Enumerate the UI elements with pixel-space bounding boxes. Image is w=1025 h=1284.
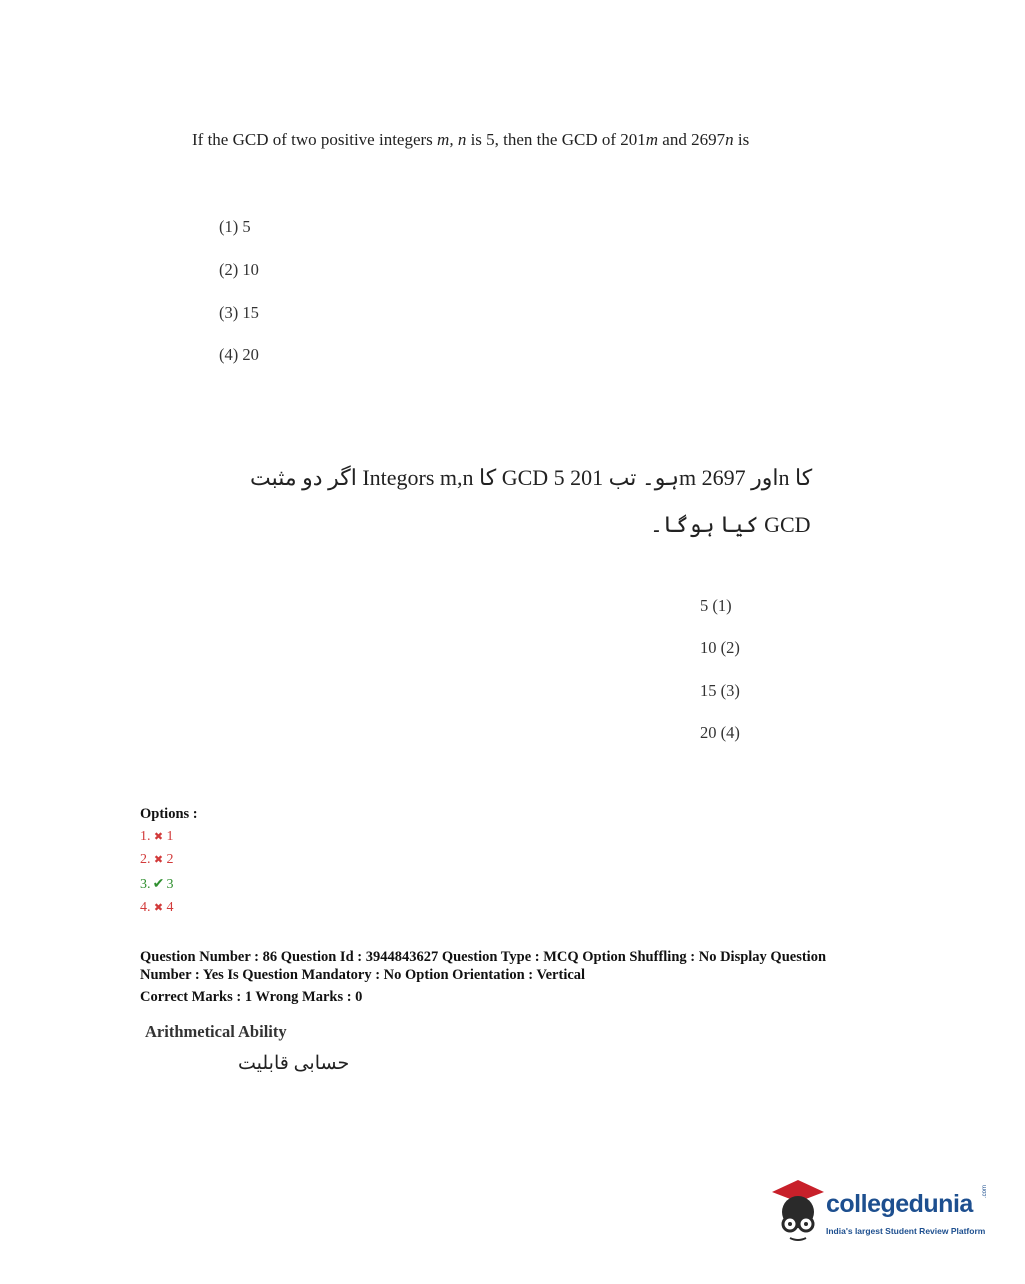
question-text-english: If the GCD of two positive integers m, n is 5, then the GCD of 201m and 2697n is	[192, 130, 750, 149]
question-meta-line2: Number : Yes Is Question Mandatory : No Option Orientation : Vertical	[140, 967, 586, 983]
option-urdu-3: 15 (3)	[700, 681, 740, 700]
option-english-4: (4) 20	[219, 345, 259, 364]
answer-option-1: 1. ✖ 1	[140, 829, 174, 844]
question-var-mn: m, n	[437, 130, 467, 149]
cross-icon: ✖	[153, 854, 164, 866]
options-label: Options :	[140, 806, 198, 822]
logo-suffix: .com	[982, 1184, 988, 1198]
option-urdu-1: 5 (1)	[700, 596, 732, 615]
section-title-urdu: حسابی قابلیت	[238, 1053, 350, 1074]
cross-icon: ✖	[153, 902, 164, 914]
section-title-english: Arithmetical Ability	[145, 1022, 287, 1041]
option-urdu-2: 10 (2)	[700, 638, 740, 657]
question-text-urdu-line1: اگر دو مثبت Integors m,n کا GCD 5 ہو۔ تب 201m اور 2697n کا	[250, 465, 813, 490]
option-urdu-4: 20 (4)	[700, 723, 740, 742]
answer-option-3: 3. ✔ 3	[140, 877, 174, 892]
option-english-3: (3) 15	[219, 303, 259, 322]
cross-icon: ✖	[153, 831, 164, 843]
check-icon: ✔	[152, 877, 165, 892]
question-var-n: n	[725, 130, 734, 149]
question-var-m: m	[645, 130, 659, 149]
answer-option-4: 4. ✖ 4	[140, 900, 174, 915]
question-marks: Correct Marks : 1 Wrong Marks : 0	[140, 989, 363, 1005]
option-english-2: (2) 10	[219, 260, 259, 279]
logo-tagline: India's largest Student Review Platform	[826, 1226, 986, 1236]
question-text-urdu-line2: GCD کیا ہوگا۔	[650, 512, 811, 537]
answer-option-2: 2. ✖ 2	[140, 852, 174, 867]
option-english-1: (1) 5	[219, 217, 251, 236]
logo-name: collegedunia	[826, 1190, 973, 1218]
question-meta-line1: Question Number : 86 Question Id : 3944843627 Question Type : MCQ Option Shuffling : No Display Question	[140, 949, 827, 965]
mascot-icon	[768, 1178, 828, 1248]
